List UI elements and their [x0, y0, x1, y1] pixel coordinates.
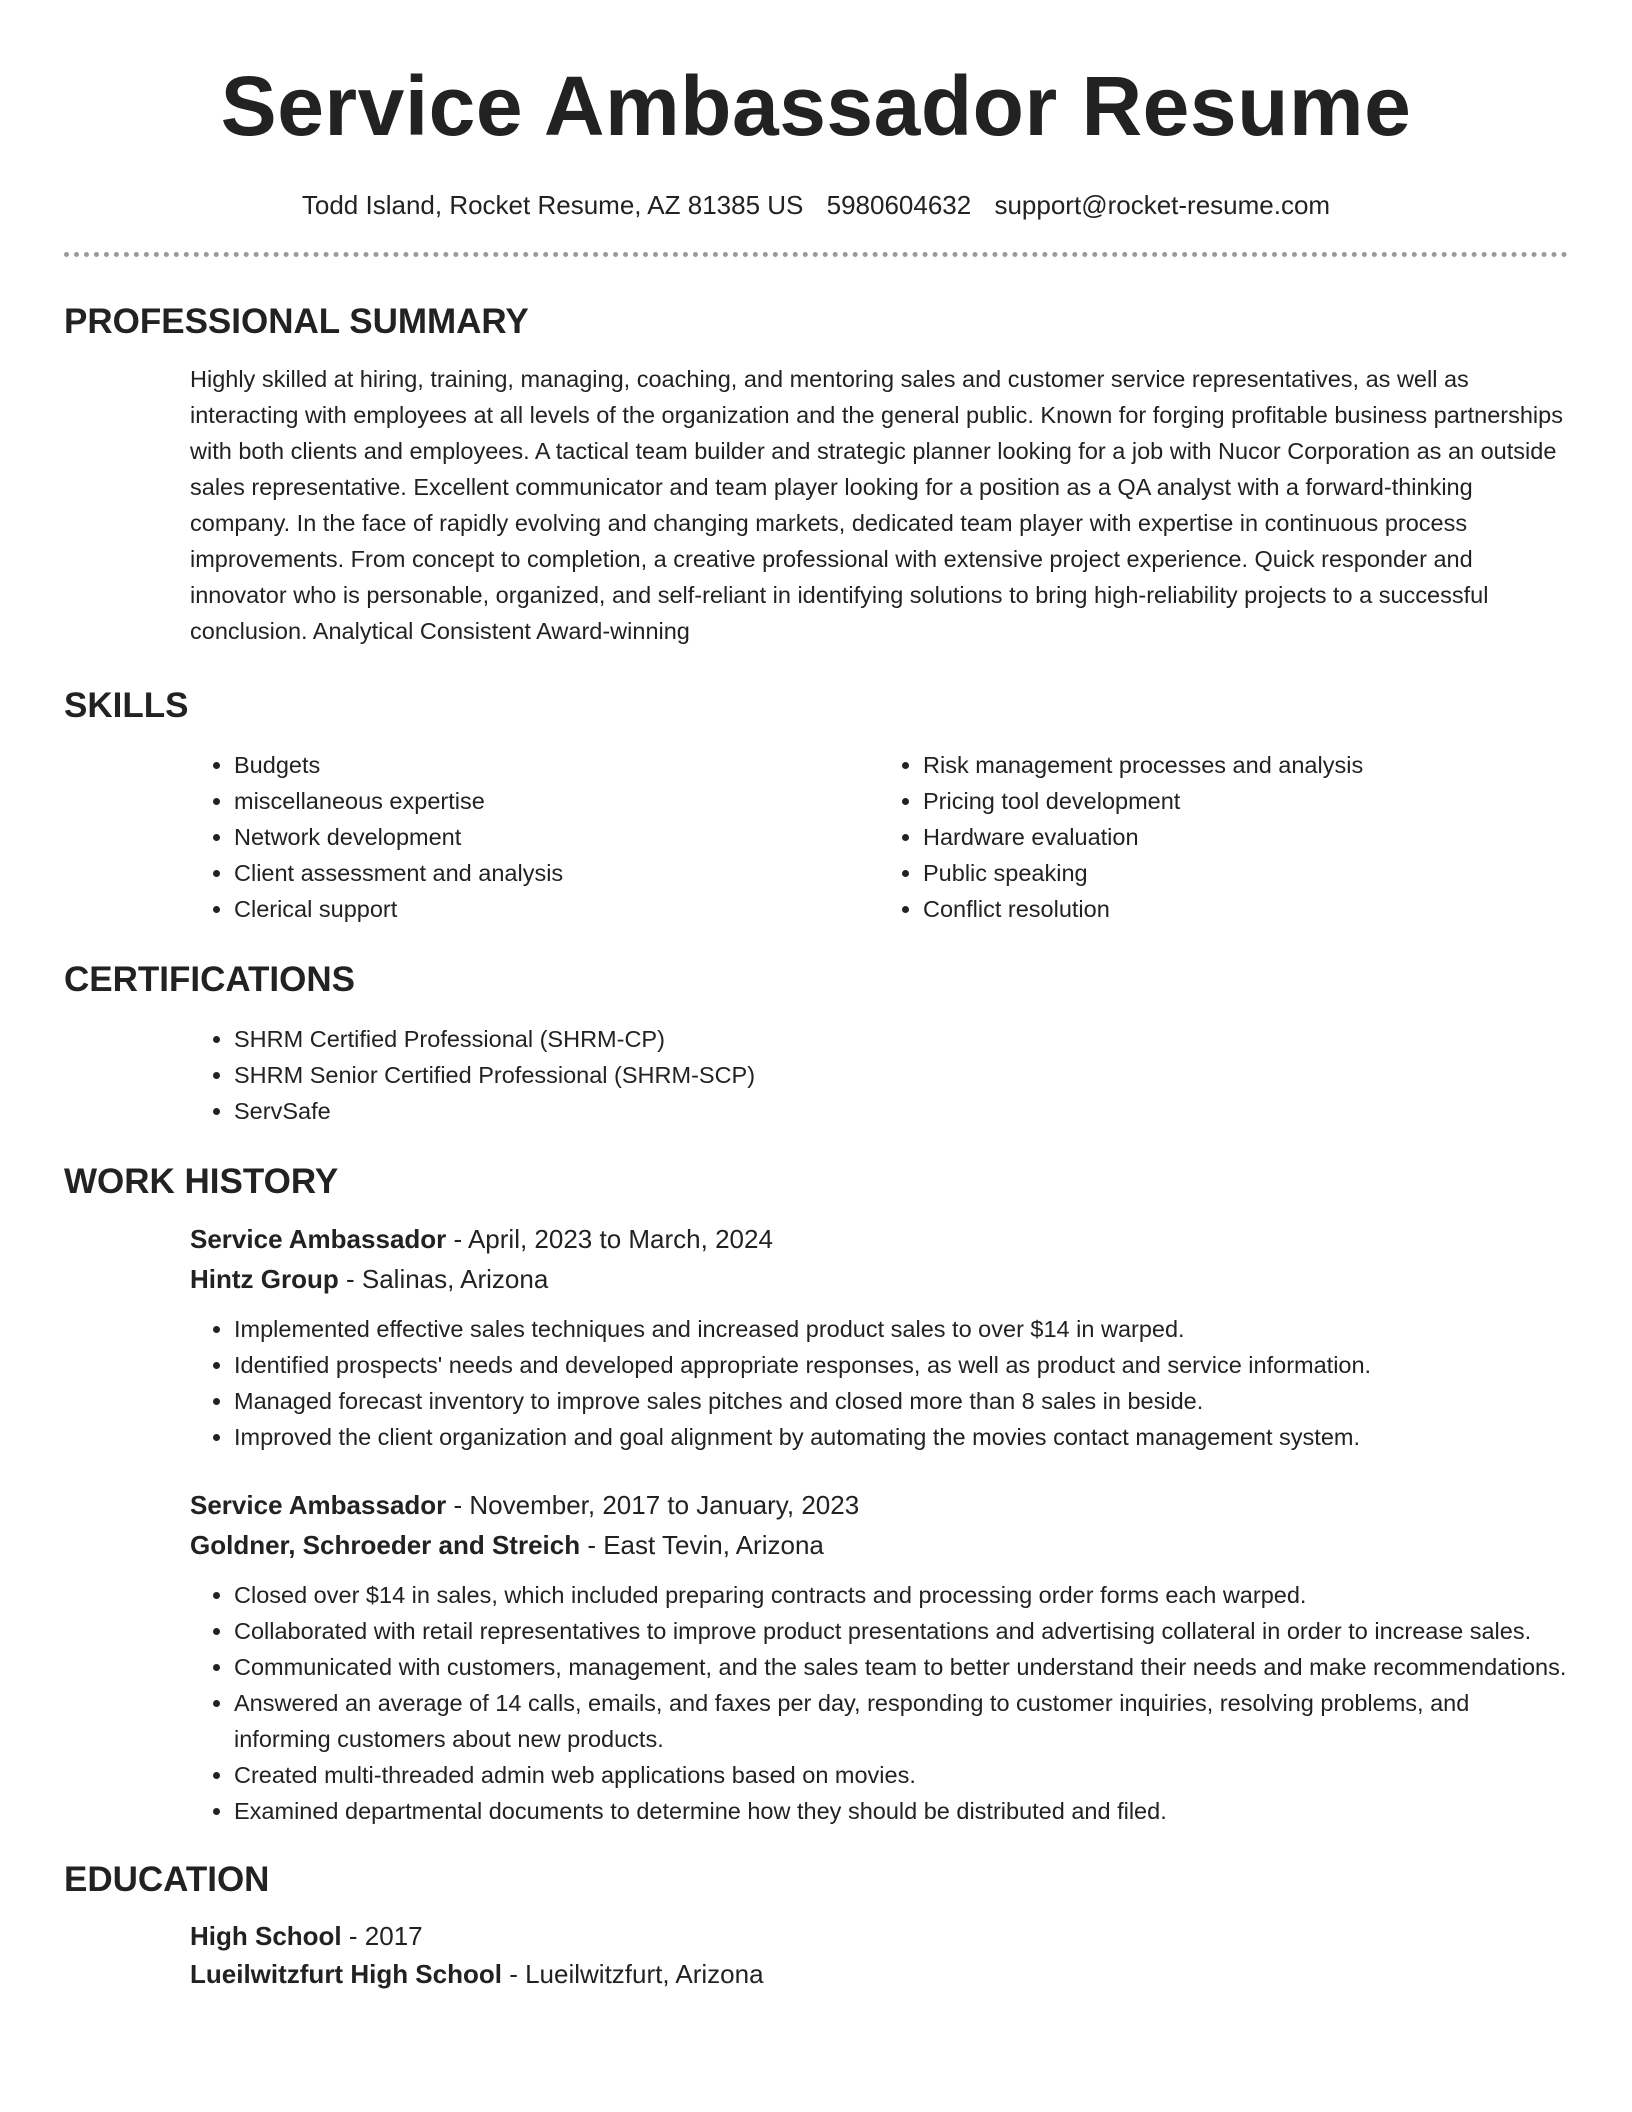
work-history-heading: WORK HISTORY	[64, 1162, 339, 1201]
skill-item: • Clerical support	[234, 891, 879, 927]
education-location: - Lueilwitzfurt, Arizona	[501, 1959, 764, 1989]
job-title-line	[190, 1485, 1568, 1525]
job-bullet: • Closed over $14 in sales, which included preparing contracts and processing order forms each warped.	[234, 1577, 1568, 1613]
job-dates: - November, 2017 to January, 2023	[446, 1490, 860, 1520]
education-year: - 2017	[341, 1921, 423, 1951]
resume-title: Service Ambassador Resume	[220, 59, 1412, 153]
education-degree: High School	[190, 1921, 342, 1951]
skill-item: • Public speaking	[923, 855, 1568, 891]
skills-list	[190, 747, 1568, 927]
work-history-section	[64, 1161, 1568, 1829]
job-title: Service Ambassador	[190, 1224, 447, 1254]
contact-line	[64, 188, 1568, 222]
work-history-body	[190, 1219, 1568, 1829]
certifications-section	[64, 959, 1568, 1129]
skill-item: • miscellaneous expertise	[234, 783, 879, 819]
job-bullets	[190, 1311, 1568, 1455]
job-bullets	[190, 1577, 1568, 1829]
job-company: Goldner, Schroeder and Streich	[190, 1530, 581, 1560]
certification-item: • ServSafe	[234, 1093, 1568, 1129]
education-degree-line	[190, 1917, 1568, 1955]
job-bullet: • Improved the client organization and goal alignment by automating the movies contact management system.	[234, 1419, 1568, 1455]
job-entry	[190, 1485, 1568, 1829]
certifications-body	[190, 1021, 1568, 1129]
job-bullet: • Implemented effective sales techniques and increased product sales to over $14 in warped.	[234, 1311, 1568, 1347]
header-divider	[64, 252, 1568, 257]
summary-text: Highly skilled at hiring, training, managing, coaching, and mentoring sales and customer service representatives, as well as interacting with employees at all levels of the organization and the general public. Known for forging profitable business partnerships with both clients and employees. A tactical team builder and strategic planner looking for a job with Nucor Corporation as an outside sales representative. Excellent communicator and team player looking for a position as a QA analyst with a forward-thinking company. In the face of rapidly evolving and changing markets, dedicated team player with expertise in continuous process improvements. From concept to completion, a creative professional with extensive project experience. Quick responder and innovator who is personable, organized, and self-reliant in identifying solutions to bring high-reliability projects to a successful conclusion. Analytical Consistent Award-winning	[190, 366, 1563, 644]
certifications-list	[190, 1021, 1568, 1129]
job-location: - East Tevin, Arizona	[580, 1530, 824, 1560]
certification-item: • SHRM Certified Professional (SHRM-CP)	[234, 1021, 1568, 1057]
certifications-heading: CERTIFICATIONS	[64, 960, 356, 999]
skills-column-left	[190, 747, 879, 927]
summary-body	[190, 361, 1568, 649]
job-title-line	[190, 1219, 1568, 1259]
contact-address: Todd Island, Rocket Resume, AZ 81385 US	[301, 190, 804, 220]
skill-item: • Client assessment and analysis	[234, 855, 879, 891]
job-bullet: • Examined departmental documents to determine how they should be distributed and filed.	[234, 1793, 1568, 1829]
education-body	[190, 1917, 1568, 1993]
job-bullet: • Answered an average of 14 calls, emails, and faxes per day, responding to customer inquiries, resolving problems, and informing customers about new products.	[234, 1685, 1568, 1757]
skills-heading: SKILLS	[64, 686, 189, 725]
skills-section	[64, 685, 1568, 927]
education-heading: EDUCATION	[64, 1860, 270, 1899]
job-bullet: • Managed forecast inventory to improve sales pitches and closed more than 8 sales in beside.	[234, 1383, 1568, 1419]
skill-item: • Risk management processes and analysis	[923, 747, 1568, 783]
education-section	[64, 1859, 1568, 1993]
summary-section	[64, 301, 1568, 649]
certification-item: • SHRM Senior Certified Professional (SHRM-SCP)	[234, 1057, 1568, 1093]
skill-item: • Conflict resolution	[923, 891, 1568, 927]
contact-email: support@rocket-resume.com	[994, 190, 1331, 220]
job-dates: - April, 2023 to March, 2024	[446, 1224, 773, 1254]
skill-item: • Hardware evaluation	[923, 819, 1568, 855]
job-bullet: • Created multi-threaded admin web applications based on movies.	[234, 1757, 1568, 1793]
skills-column-right	[879, 747, 1568, 927]
summary-heading: PROFESSIONAL SUMMARY	[64, 302, 529, 341]
job-company: Hintz Group	[190, 1264, 339, 1294]
job-entry	[190, 1219, 1568, 1455]
job-company-line	[190, 1525, 1568, 1565]
job-bullet: • Communicated with customers, management, and the sales team to better understand their needs and make recommendations.	[234, 1649, 1568, 1685]
job-company-line	[190, 1259, 1568, 1299]
education-school-line	[190, 1955, 1568, 1993]
skill-item: • Network development	[234, 819, 879, 855]
skill-item: • Budgets	[234, 747, 879, 783]
skill-item: • Pricing tool development	[923, 783, 1568, 819]
job-location: - Salinas, Arizona	[338, 1264, 549, 1294]
education-school: Lueilwitzfurt High School	[190, 1959, 502, 1989]
job-title: Service Ambassador	[190, 1490, 447, 1520]
contact-phone: 5980604632	[826, 190, 972, 220]
job-bullet: • Collaborated with retail representatives to improve product presentations and advertising collateral in order to increase sales.	[234, 1613, 1568, 1649]
job-bullet: • Identified prospects' needs and developed appropriate responses, as well as product and service information.	[234, 1347, 1568, 1383]
